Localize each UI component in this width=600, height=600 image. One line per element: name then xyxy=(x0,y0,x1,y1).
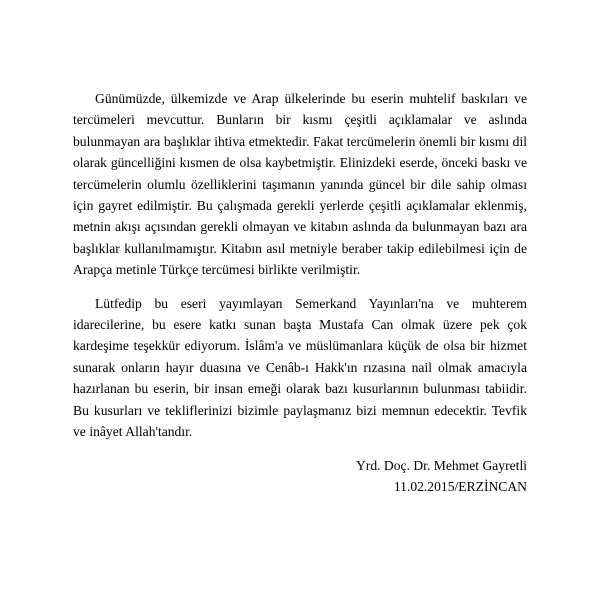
signature-block xyxy=(207,455,527,498)
signature-date-place: 11.02.2015/ERZİNCAN xyxy=(393,479,527,495)
signature-author: Yrd. Doç. Dr. Mehmet Gayretli xyxy=(355,458,527,473)
paragraph-1: Günümüzde, ülkemizde ve Arap ülkelerinde bu eserin muhtelif baskıları ve tercümeleri mevcuttur. Bunların bir kısmı çeşitli açıklamalar ve aslında bulunmayan ara başlıklar ihtiva etmektedir. Fakat tercümelerin önemli bir kısmı dil olarak güncelliğini kısmen de olsa kaybetmiştir. Elinizdeki eserde, önceki baskı ve tercümelerin olumlu özelliklerini taşımanın yanında güncel bir dile sahip olması için gayret edilmiştir. Bu çalışmada gerekli yerlerde çeşitli açıklamalar eklenmiş, metnin akışı açısından gerekli olmayan ve kitabın aslında da bulunmayan bazı ara başlıklar kullanılmamıştır. Kitabın asıl metniyle beraber takip edilebilmesi için de Arapça metinle Türkçe tercümesi birlikte verilmiştir. xyxy=(73,91,527,278)
body-text-block xyxy=(73,88,527,443)
paragraph-2: Lütfedip bu eseri yayımlayan Semerkand Yayınları'na ve muhterem idarecilerine, bu esere katkı sunan başta Mustafa Can olmak üzere pek çok kardeşime teşekkür ediyorum. İslâm'a ve müslümanlara küçük de olsa bir hizmet sunarak onların hayır duasına ve Cenâb-ı Hakk'ın rızasına nail olmak amacıyla hazırlanan bu eserin, bir insan emeği olarak bazı kusurlarının bulunması tabiidir. Bu kusurları ve tekliflerinizi bizimle paylaşmanız bizi memnun edecektir. Tevfik ve inâyet Allah'tandır. xyxy=(73,295,527,440)
